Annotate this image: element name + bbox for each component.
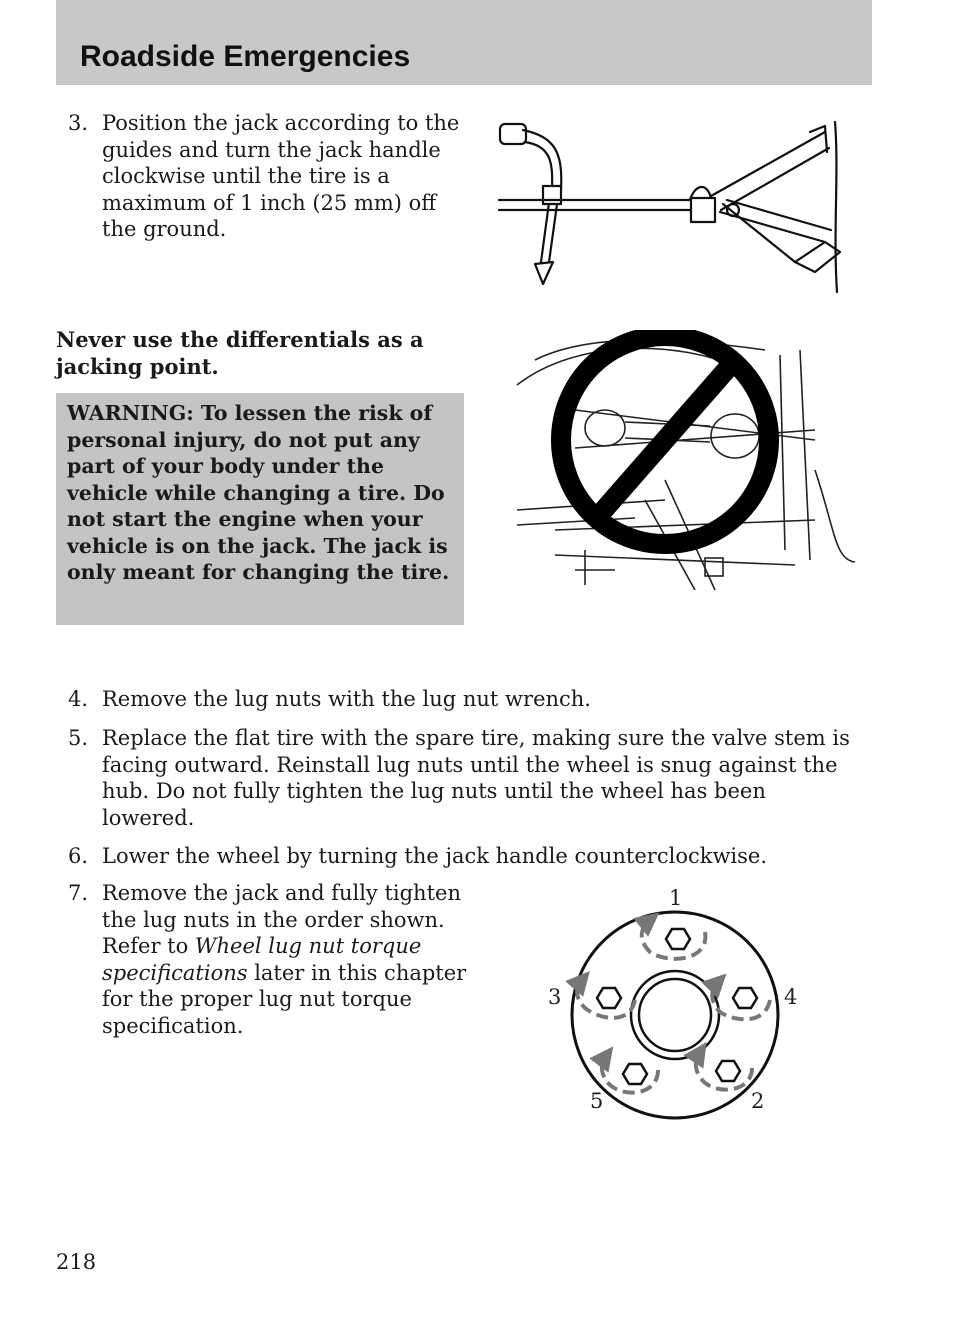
torque-spec-reference: Wheel lug nut torque specifications xyxy=(102,934,422,985)
step-number: 7. xyxy=(68,881,89,905)
lug-nut-icon xyxy=(733,988,757,1008)
warning-text: WARNING: To lessen the risk of personal injury, do not put any part of your body under the vehicle while changing a tire. Do not start the engine when your vehicle is on the jack. The jack is only meant for changing the tire. xyxy=(67,401,450,584)
step-text-part: Remove the jack and fully tighten the lug nuts in the order shown. Refer to xyxy=(102,881,461,958)
page-number: 218 xyxy=(56,1250,97,1274)
step-number: 6. xyxy=(68,844,89,868)
step-text xyxy=(102,880,468,1039)
step-text: Lower the wheel by turning the jack handle counterclockwise. xyxy=(102,844,768,868)
lug-label-1: 1 xyxy=(669,886,683,910)
lug-nut-icon xyxy=(597,988,621,1008)
lug-label-4: 4 xyxy=(784,985,798,1009)
step-number: 5. xyxy=(68,726,89,750)
lug-label-3: 3 xyxy=(548,985,562,1009)
lug-label-5: 5 xyxy=(590,1089,604,1113)
chapter-title: Roadside Emergencies xyxy=(80,40,411,73)
step-text: Position the jack according to the guides and turn the jack handle clockwise until the tire is a maximum of 1 inch (25 mm) off the ground. xyxy=(102,111,460,241)
step-text-part: later in this chapter for the proper lug nut torque specification. xyxy=(102,960,467,1038)
lug-nut-icon xyxy=(716,1061,740,1081)
lug-nut-icon xyxy=(623,1064,647,1084)
no-differential-jacking-illustration xyxy=(515,330,860,590)
chapter-header xyxy=(56,0,872,85)
lug-nut-icon xyxy=(666,929,690,949)
step-number: 3. xyxy=(68,111,89,135)
differential-note: Never use the differentials as a jacking point. xyxy=(56,327,424,379)
lug-nut-sequence-diagram xyxy=(540,880,810,1130)
step-number: 4. xyxy=(68,687,89,711)
step-text: Replace the flat tire with the spare tire, making sure the valve stem is facing outward. Reinstall lug nuts until the wheel is snug against the hub. Do not fully tighten the lug nuts until the wheel has been lowered. xyxy=(102,726,850,830)
lug-label-2: 2 xyxy=(751,1089,765,1113)
step-text: Remove the lug nuts with the lug nut wrench. xyxy=(102,687,591,711)
warning-box xyxy=(56,393,464,625)
jack-illustration xyxy=(495,112,860,302)
